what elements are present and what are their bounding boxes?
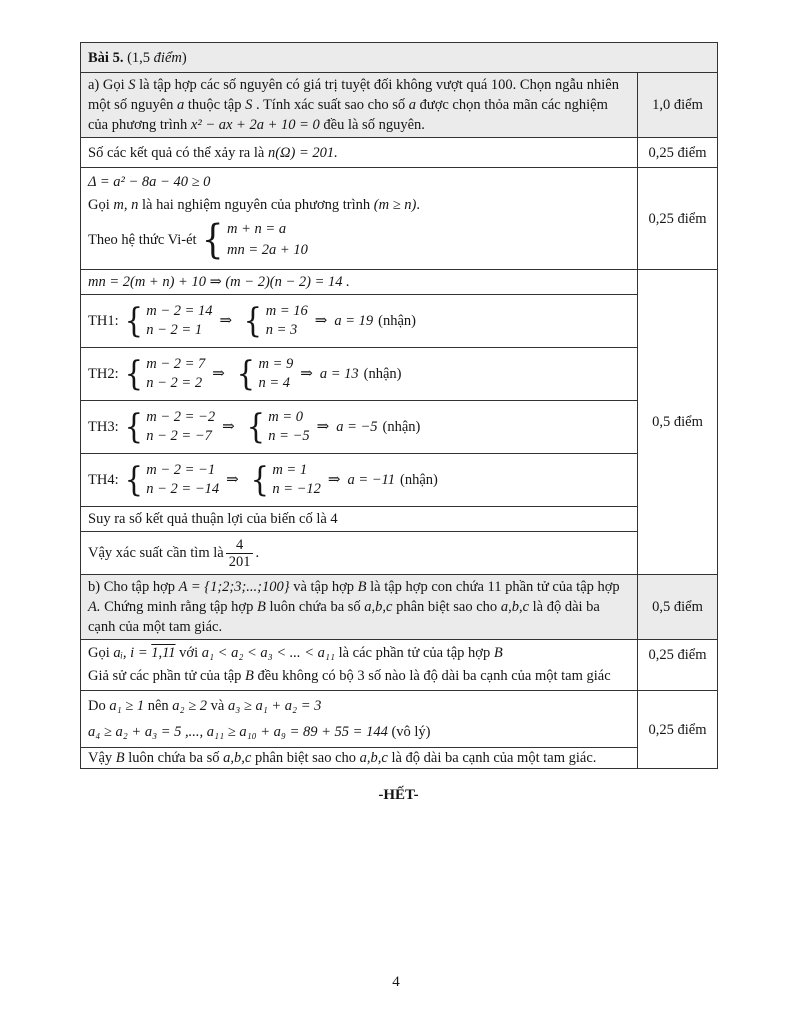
end-marker: -HẾT- [378, 787, 419, 803]
case-3-label: TH3: [88, 419, 119, 435]
elements-b-line2: Giả sử các phần tử của tập B đều không có bộ 3 số nào là độ dài ba cạnh của một tam giác [88, 668, 611, 684]
case-2-note: (nhận) [363, 366, 402, 382]
viet-eq2: mn = 2a + 10 [227, 242, 308, 258]
left-brace-icon: { [124, 460, 143, 500]
question-b-text [81, 575, 638, 640]
question-a-line2: một số nguyên a thuộc tập S . Tính xác suất sao cho số a được chọn thỏa mãn các nghiệm [88, 97, 608, 113]
question-a-line1: a) Gọi S là tập hợp các số nguyên có giá trị tuyệt đối không vượt quá 100. Chọn ngẫu nhiên [88, 77, 619, 93]
implies-icon: ⇒ [314, 313, 328, 329]
case-2: TH2: { m − 2 = 7 n − 2 = 2 ⇒ { m = 9 n = 4 ⇒ a = 13 (nhận) [88, 354, 402, 394]
points-cell-b: 0,5 điểm [638, 575, 718, 640]
row-case-1 [81, 295, 718, 348]
conclusion-text: Vậy B luôn chứa ba số a,b,c phân biệt sao cho a,b,c là độ dài ba cạnh của một tam giác. [81, 748, 638, 769]
row-question-a [81, 73, 718, 138]
contradiction-line1: Do a₁ ≥ 1 nên a₂ ≥ 2 và a₃ ≥ a₁ + a₂ = 3 [88, 698, 322, 714]
case-4-label: TH4: [88, 472, 119, 488]
left-brace-icon: { [250, 460, 269, 500]
contradiction-line2: a₄ ≥ a₂ + a₃ = 5 ,..., a₁₁ ≥ a₁₀ + a₉ = 89 + 55 = 144 (vô lý) [88, 724, 431, 740]
problem-title: Bài 5. (1,5 điểm) [81, 43, 718, 73]
points-cell-a: 1,0 điểm [638, 73, 718, 138]
row-omega-count [81, 138, 718, 168]
points-cell-goi: 0,25 điểm [638, 640, 718, 691]
question-b-line1: b) Cho tập hợp A = {1;2;3;...;100} và tập hợp B là tập hợp con chứa 11 phần tử của tập hợp [88, 579, 620, 595]
row-favorable-count [81, 507, 718, 532]
implies-icon: ⇒ [219, 313, 233, 329]
row-elements-b [81, 640, 718, 691]
case-4-note: (nhận) [399, 472, 438, 488]
points-cell-omega: 0,25 điểm [638, 138, 718, 168]
implies-icon: ⇒ [226, 472, 239, 488]
points-cell-final: 0,25 điểm [638, 691, 718, 769]
implies-icon: ⇒ [212, 366, 225, 382]
probability-text: Vậy xác suất cần tìm là [88, 545, 224, 561]
probability-fraction: $\frac{4}{201}$ [226, 537, 254, 570]
favorable-count-text: Suy ra số kết quả thuận lợi của biến cố là 4 [81, 507, 638, 532]
case-1-label: TH1: [88, 313, 119, 329]
question-a-line3: của phương trình x² − ax + 2a + 10 = 0 đều là số nguyên. [88, 117, 425, 133]
roots-line: Gọi m, n là hai nghiệm nguyên của phương trình (m ≥ n). [88, 197, 420, 213]
question-a-text [81, 73, 638, 138]
points-cell-cases: 0,5 điểm [638, 270, 718, 575]
implies-icon: ⇒ [222, 419, 235, 435]
viet-eq1: m + n = a [227, 221, 287, 237]
left-brace-icon: { [236, 354, 255, 394]
elements-b-text [81, 640, 638, 691]
probability-line: Vậy xác suất cần tìm là $\frac{4}{201}$ . [88, 536, 260, 570]
row-probability [81, 532, 718, 575]
solution-table [80, 42, 718, 769]
left-brace-icon: { [124, 407, 143, 447]
left-brace-icon: { [124, 301, 143, 341]
viet-equations [227, 219, 308, 261]
left-brace-icon: { [124, 354, 143, 394]
points-cell-viet: 0,25 điểm [638, 168, 718, 270]
case-3: TH3: { m − 2 = −2 n − 2 = −7 ⇒ { m = 0 n = −5 ⇒ a = −5 (nhận) [88, 407, 421, 447]
page-number: 4 [392, 974, 400, 990]
case-1-result: a = 19 [334, 313, 374, 329]
case-1-note: (nhận) [378, 313, 416, 329]
row-case-4 [81, 454, 718, 507]
left-brace-icon: { [201, 217, 224, 263]
row-header [81, 43, 718, 73]
left-brace-icon: { [246, 407, 265, 447]
row-conclusion [81, 748, 718, 769]
row-case-3 [81, 401, 718, 454]
case-4: TH4: { m − 2 = −1 n − 2 = −14 ⇒ { m = 1 n = −12 ⇒ a = −11 (nhận) [88, 460, 438, 500]
question-b-line3: cạnh của một tam giác. [88, 619, 223, 635]
mn-equation: mn = 2(m + n) + 10 ⇒ (m − 2)(n − 2) = 14 . [81, 270, 638, 295]
row-case-2 [81, 348, 718, 401]
omega-text: Số các kết quả có thể xảy ra là n(Ω) = 201. [81, 138, 638, 168]
row-contradiction [81, 691, 718, 748]
contradiction-text [81, 691, 638, 748]
implies-icon: ⇒ [327, 472, 341, 488]
case-3-note: (nhận) [382, 419, 421, 435]
implies-icon: ⇒ [316, 419, 330, 435]
left-brace-icon: { [243, 301, 263, 341]
elements-b-line1: Gọi aᵢ, i = 1,11 với a₁ < a₂ < a₃ < ... < a₁₁ là các phần tử của tập hợp B [88, 645, 503, 661]
row-delta-viet [81, 168, 718, 270]
case-4-result: a = −11 [347, 472, 395, 488]
case-3-result: a = −5 [336, 419, 378, 435]
question-b-line2: A. Chứng minh rằng tập hợp B luôn chứa ba số a,b,c phân biệt sao cho a,b,c là độ dài ba [88, 599, 600, 615]
case-2-label: TH2: [88, 366, 119, 382]
case-1: TH1: { m − 2 = 14 n − 2 = 1 ⇒ { m = 16 n = 3 ⇒ a = 19 (nhận) [88, 301, 416, 341]
row-question-b [81, 575, 718, 640]
case-2-result: a = 13 [319, 366, 359, 382]
viet-system [88, 217, 630, 263]
viet-intro: Theo hệ thức Vi-ét [88, 232, 197, 248]
delta-line: Δ = a² − 8a − 40 ≥ 0 [88, 174, 211, 190]
viet-block [81, 168, 638, 270]
implies-icon: ⇒ [300, 366, 313, 382]
row-mn-equation [81, 270, 718, 295]
